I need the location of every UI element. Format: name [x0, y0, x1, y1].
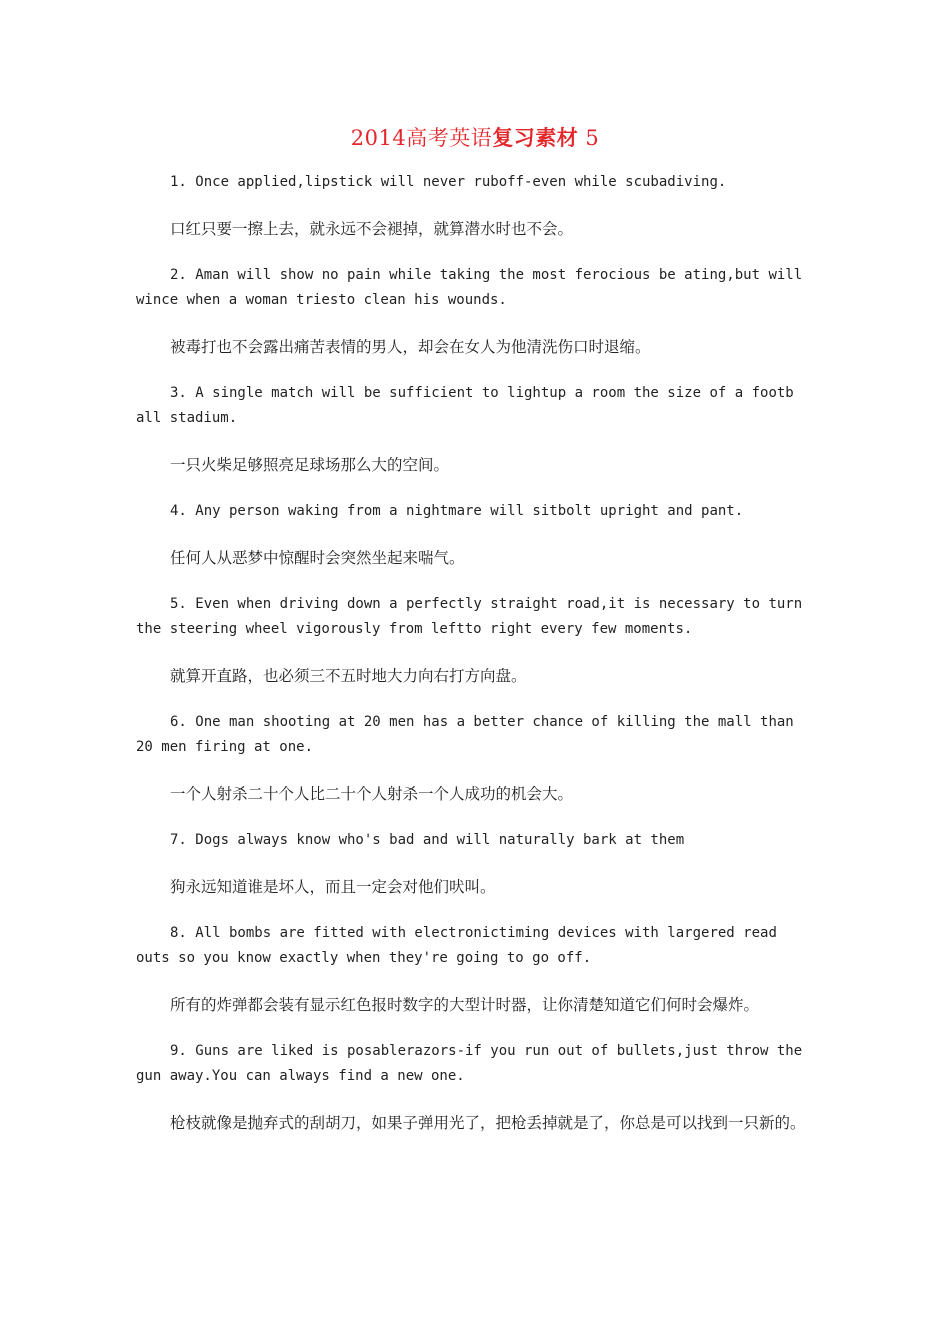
title-number: 5 — [578, 126, 600, 150]
chinese-translation: 所有的炸弹都会装有显示红色报时数字的大型计时器，让你清楚知道它们何时会爆炸。 — [170, 996, 760, 1014]
list-item — [136, 381, 806, 499]
list-item — [136, 710, 806, 828]
english-sentence: 1. Once applied,lipstick will never ruboff-even while scubadiving. — [170, 174, 727, 190]
chinese-translation: 就算开直路，也必须三不五时地大力向右打方向盘。 — [170, 667, 527, 685]
english-sentence: 7. Dogs always know who's bad and will naturally bark at them — [170, 832, 685, 848]
chinese-translation: 枪枝就像是抛弃式的刮胡刀，如果子弹用光了，把枪丢掉就是了，你总是可以找到一只新的。 — [170, 1114, 806, 1132]
title-bold: 复习素材 — [492, 125, 579, 150]
english-sentence: 4. Any person waking from a nightmare will sitbolt upright and pant. — [170, 503, 744, 519]
page-title — [0, 122, 950, 152]
list-item — [136, 592, 806, 710]
list-item — [136, 828, 806, 921]
english-sentence: 6. One man shooting at 20 men has a better chance of killing the mall than 20 men firing at one. — [136, 714, 794, 755]
english-sentence: 2. Aman will show no pain while taking the most ferocious be ating,but will wince when a woman triesto clean his wounds. — [136, 267, 803, 308]
english-sentence: 3. A single match will be sufficient to lightup a room the size of a footb all stadium. — [136, 385, 794, 426]
list-item — [136, 1039, 806, 1136]
chinese-translation: 口红只要一擦上去，就永远不会褪掉，就算潜水时也不会。 — [170, 220, 574, 238]
chinese-translation: 一只火柴足够照亮足球场那么大的空间。 — [170, 456, 450, 474]
document-body — [136, 170, 806, 1136]
english-sentence: 8. All bombs are fitted with electronictiming devices with largered read outs so you know exactly when they're going to go off. — [136, 925, 777, 966]
list-item — [136, 921, 806, 1039]
chinese-translation: 任何人从恶梦中惊醒时会突然坐起来喘气。 — [170, 549, 465, 567]
list-item — [136, 263, 806, 381]
chinese-translation: 狗永远知道谁是坏人，而且一定会对他们吠叫。 — [170, 878, 496, 896]
title-prefix: 2014高考英语 — [350, 126, 493, 150]
english-sentence: 9. Guns are liked is posablerazors-if you run out of bullets,just throw the gun away.You can always find a new one. — [136, 1043, 803, 1084]
english-sentence: 5. Even when driving down a perfectly straight road,it is necessary to turn the steering wheel vigorously from leftto right every few moments. — [136, 596, 803, 637]
chinese-translation: 一个人射杀二十个人比二十个人射杀一个人成功的机会大。 — [170, 785, 574, 803]
chinese-translation: 被毒打也不会露出痛苦表情的男人，却会在女人为他清洗伤口时退缩。 — [170, 338, 651, 356]
list-item — [136, 499, 806, 592]
list-item — [136, 170, 806, 263]
